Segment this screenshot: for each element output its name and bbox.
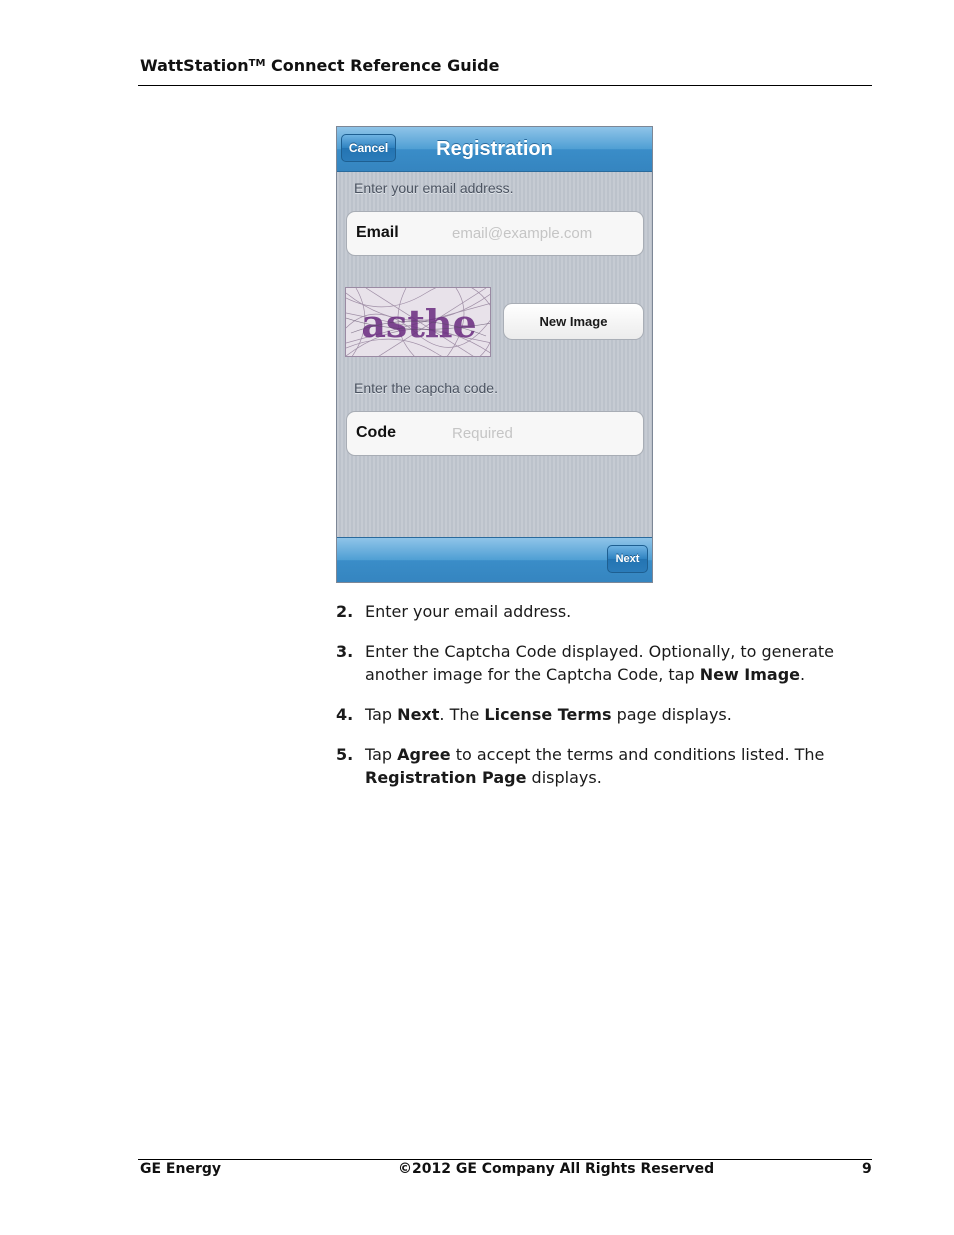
step-bold-term: Agree — [397, 745, 451, 764]
bottom-toolbar — [337, 537, 652, 582]
header-rule — [138, 85, 872, 86]
step-bold-term: Registration Page — [365, 768, 527, 787]
next-button[interactable]: Next — [607, 545, 648, 573]
step-2 — [336, 600, 836, 623]
captcha-text: asthe — [361, 301, 477, 346]
step-text: displays. — [526, 768, 602, 787]
step-number: 5. — [336, 745, 354, 764]
document-header — [140, 56, 499, 75]
page-number: 9 — [862, 1161, 872, 1177]
step-bold-term: License Terms — [484, 705, 612, 724]
registration-title: Registration — [436, 138, 553, 160]
step-bold-term: New Image — [699, 665, 801, 684]
step-number: 3. — [336, 642, 354, 661]
step-text: . — [800, 665, 806, 684]
code-hint: Enter the capcha code. — [354, 380, 498, 396]
header-title-prefix: WattStation — [140, 56, 249, 75]
step-text: Tap — [365, 745, 398, 764]
step-text: Tap — [365, 705, 398, 724]
code-label: Code — [356, 424, 396, 441]
captcha-image — [345, 287, 491, 357]
code-field[interactable] — [346, 411, 644, 456]
email-hint: Enter your email address. — [354, 180, 514, 196]
step-text: Enter your email address. — [365, 602, 572, 621]
step-text: Enter the Captcha Code displayed. Optionally, to generate another image for the Captcha Code, tap — [365, 642, 835, 684]
email-placeholder: email@example.com — [452, 225, 593, 242]
navigation-bar — [337, 127, 652, 172]
email-field[interactable] — [346, 211, 644, 256]
footer-rule — [138, 1159, 872, 1160]
code-placeholder: Required — [452, 425, 513, 442]
header-title-suffix: Connect Reference Guide — [265, 56, 500, 75]
header-trademark: TM — [248, 58, 266, 69]
step-3 — [336, 640, 836, 686]
email-label: Email — [356, 224, 399, 241]
footer-copyright: ©2012 GE Company All Rights Reserved — [398, 1161, 715, 1177]
step-4 — [336, 703, 836, 726]
step-5 — [336, 743, 836, 789]
footer-company: GE Energy — [140, 1161, 222, 1177]
step-text: . The — [439, 705, 485, 724]
new-image-button[interactable]: New Image — [503, 303, 644, 340]
step-text: to accept the terms and conditions listed. The — [450, 745, 825, 764]
registration-screenshot — [336, 126, 653, 583]
step-number: 4. — [336, 705, 354, 724]
step-bold-term: Next — [397, 705, 440, 724]
step-text: page displays. — [611, 705, 732, 724]
instruction-steps — [336, 600, 836, 806]
cancel-button[interactable]: Cancel — [341, 134, 396, 162]
step-number: 2. — [336, 602, 354, 621]
